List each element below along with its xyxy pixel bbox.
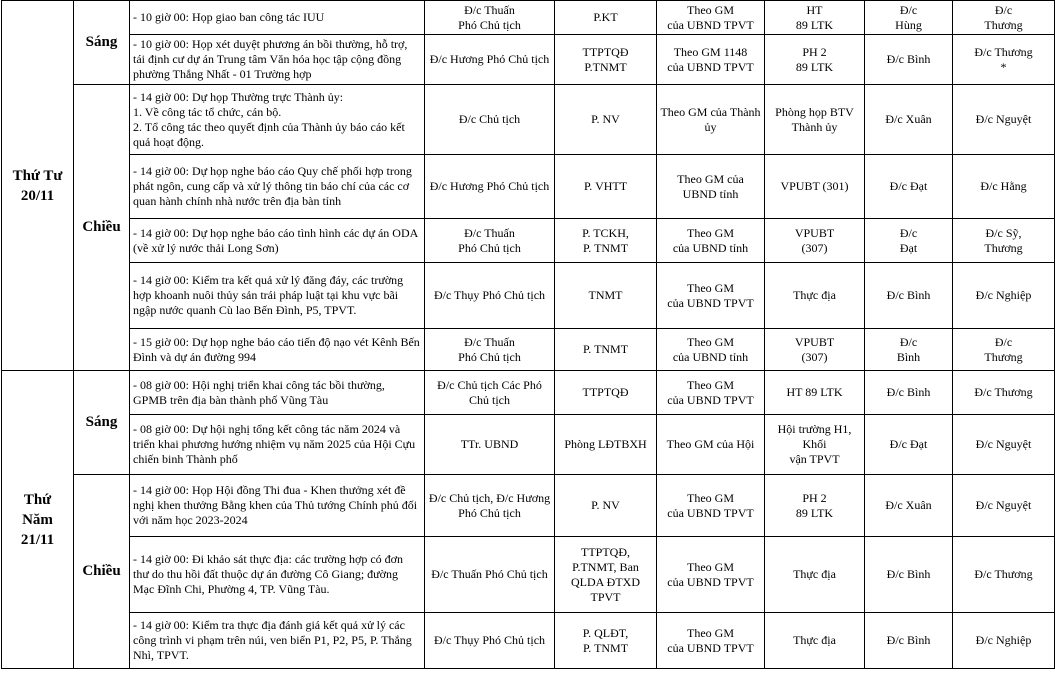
event-invite: Theo GM của UBND tỉnh [657, 329, 765, 371]
event-driver: Đ/c Hùng [865, 1, 953, 35]
event-secretary: Đ/c Thương [953, 371, 1055, 415]
event-secretary: Đ/c Nguyệt [953, 475, 1055, 537]
event-invite: Theo GM 1148 của UBND TPVT [657, 35, 765, 85]
event-invite: Theo GM của UBND TPVT [657, 537, 765, 613]
event-driver: Đ/c Bình [865, 329, 953, 371]
event-prepare: TNMT [555, 263, 657, 329]
session-label: Sáng [74, 1, 130, 85]
event-location: PH 2 89 LTK [765, 35, 865, 85]
table-row [2, 329, 1055, 371]
event-prepare: P. NV [555, 475, 657, 537]
event-invite: Theo GM của UBND TPVT [657, 1, 765, 35]
table-row [2, 85, 1055, 155]
table-row [2, 475, 1055, 537]
table-row [2, 263, 1055, 329]
event-location: VPUBT (301) [765, 155, 865, 219]
event-chair: Đ/c Chủ tịch Các Phó Chủ tịch [425, 371, 555, 415]
event-secretary: Đ/c Nguyệt [953, 415, 1055, 475]
event-invite: Theo GM của Hội [657, 415, 765, 475]
event-chair: Đ/c Hương Phó Chủ tịch [425, 155, 555, 219]
event-chair: Đ/c Thuấn Phó Chủ tịch [425, 537, 555, 613]
table-row [2, 155, 1055, 219]
event-content: - 08 giờ 00: Hội nghị triển khai công tác bồi thường, GPMB trên địa bàn thành phố Vũng Tàu [130, 371, 425, 415]
event-driver: Đ/c Bình [865, 263, 953, 329]
day-label: Thứ Tư 20/11 [2, 1, 74, 371]
event-prepare: P. TNMT [555, 329, 657, 371]
event-chair: Đ/c Thụy Phó Chủ tịch [425, 613, 555, 669]
event-chair: Đ/c Chủ tịch [425, 85, 555, 155]
table-row [2, 35, 1055, 85]
event-content: - 14 giờ 00: Dự họp nghe báo cáo tình hình các dự án ODA (về xử lý nước thải Long Sơn) [130, 219, 425, 263]
event-location: Thực địa [765, 613, 865, 669]
event-chair: Đ/c Thụy Phó Chủ tịch [425, 263, 555, 329]
day-label: Thứ Năm 21/11 [2, 371, 74, 669]
table-row [2, 537, 1055, 613]
event-secretary: Đ/c Nghiệp [953, 263, 1055, 329]
event-secretary: Đ/c Nghiệp [953, 613, 1055, 669]
schedule-table [1, 0, 1055, 669]
event-driver: Đ/c Đạt [865, 415, 953, 475]
event-invite: Theo GM của UBND TPVT [657, 371, 765, 415]
event-content: - 14 giờ 00: Kiểm tra kết quả xử lý đăng đáy, các trường hợp khoanh nuôi thủy sản trái pháp luật tại khu vực bãi ngập nước quanh Cù lao Bến Đình, P5, TPVT. [130, 263, 425, 329]
event-secretary: Đ/c Sỹ, Thương [953, 219, 1055, 263]
event-driver: Đ/c Xuân [865, 85, 953, 155]
event-driver: Đ/c Bình [865, 537, 953, 613]
event-content: - 08 giờ 00: Dự hội nghị tổng kết công tác năm 2024 và triển khai phương hướng nhiệm vụ năm 2025 của Hội Cựu chiến binh Thành phố [130, 415, 425, 475]
event-prepare: P.KT [555, 1, 657, 35]
table-row [2, 219, 1055, 263]
event-location: VPUBT (307) [765, 329, 865, 371]
table-row [2, 1, 1055, 35]
event-prepare: TTPTQĐ P.TNMT [555, 35, 657, 85]
event-invite: Theo GM của Thành ủy [657, 85, 765, 155]
event-content: - 14 giờ 00: Dự họp nghe báo cáo Quy chế phối hợp trong phát ngôn, cung cấp và xử lý thông tin báo chí của các cơ quan hành chính nhà nước trên địa bàn tỉnh [130, 155, 425, 219]
event-content: - 14 giờ 00: Kiểm tra thực địa đánh giá kết quả xử lý các công trình vi phạm trên núi, ven biển P1, P2, P5, P. Thắng Nhì, TPVT. [130, 613, 425, 669]
session-label: Sáng [74, 371, 130, 475]
event-chair: Đ/c Hương Phó Chủ tịch [425, 35, 555, 85]
event-location: HT 89 LTK [765, 371, 865, 415]
event-prepare: P. QLĐT, P. TNMT [555, 613, 657, 669]
event-chair: Đ/c Chủ tịch, Đ/c Hương Phó Chủ tịch [425, 475, 555, 537]
event-location: Hội trường H1, Khối vận TPVT [765, 415, 865, 475]
schedule-body [2, 1, 1055, 669]
event-secretary: Đ/c Thương [953, 329, 1055, 371]
table-row [2, 613, 1055, 669]
event-prepare: P. NV [555, 85, 657, 155]
event-location: Thực địa [765, 537, 865, 613]
event-location: Phòng họp BTV Thành ủy [765, 85, 865, 155]
event-location: HT 89 LTK [765, 1, 865, 35]
event-prepare: TTPTQĐ, P.TNMT, Ban QLDA ĐTXD TPVT [555, 537, 657, 613]
event-invite: Theo GM của UBND TPVT [657, 613, 765, 669]
event-driver: Đ/c Bình [865, 613, 953, 669]
event-driver: Đ/c Bình [865, 371, 953, 415]
session-label: Chiều [74, 475, 130, 669]
event-driver: Đ/c Bình [865, 35, 953, 85]
event-content: - 10 giờ 00: Họp giao ban công tác IUU [130, 1, 425, 35]
event-content: - 15 giờ 00: Dự họp nghe báo cáo tiến độ nạo vét Kênh Bến Đình và dự án đường 994 [130, 329, 425, 371]
event-invite: Theo GM của UBND tỉnh [657, 155, 765, 219]
event-secretary: Đ/c Nguyệt [953, 85, 1055, 155]
event-invite: Theo GM của UBND TPVT [657, 475, 765, 537]
event-location: VPUBT (307) [765, 219, 865, 263]
event-driver: Đ/c Đạt [865, 219, 953, 263]
event-location: Thực địa [765, 263, 865, 329]
event-secretary: Đ/c Thương * [953, 35, 1055, 85]
event-prepare: P. TCKH, P. TNMT [555, 219, 657, 263]
event-secretary: Đ/c Hằng [953, 155, 1055, 219]
table-row [2, 371, 1055, 415]
event-prepare: Phòng LĐTBXH [555, 415, 657, 475]
event-secretary: Đ/c Thương [953, 537, 1055, 613]
event-invite: Theo GM của UBND tỉnh [657, 219, 765, 263]
event-content: - 14 giờ 00: Dự họp Thường trực Thành ủy: 1. Về công tác tổ chức, cán bộ. 2. Tổ công tác theo quyết định của Thành ủy báo cáo kết quả hoạt động. [130, 85, 425, 155]
event-content: - 14 giờ 00: Đi khảo sát thực địa: các trường hợp có đơn thư do thu hồi đất thuộc dự án đường Cô Giang; đường Mạc Đĩnh Chi, Phường 4, TP. Vũng Tàu. [130, 537, 425, 613]
event-prepare: TTPTQĐ [555, 371, 657, 415]
event-chair: TTr. UBND [425, 415, 555, 475]
session-label: Chiều [74, 85, 130, 371]
event-invite: Theo GM của UBND TPVT [657, 263, 765, 329]
event-chair: Đ/c Thuấn Phó Chủ tịch [425, 219, 555, 263]
event-content: - 10 giờ 00: Họp xét duyệt phương án bồi thường, hỗ trợ, tái định cư dự án Trung tâm Văn hóa học tập cộng đồng phường Thắng Nhất - 01 Trường hợp [130, 35, 425, 85]
event-driver: Đ/c Xuân [865, 475, 953, 537]
event-location: PH 2 89 LTK [765, 475, 865, 537]
event-content: - 14 giờ 00: Họp Hội đồng Thi đua - Khen thưởng xét đề nghị khen thưởng Bằng khen của Thủ tướng Chính phủ đối với năm học 2023-2024 [130, 475, 425, 537]
event-prepare: P. VHTT [555, 155, 657, 219]
table-row [2, 415, 1055, 475]
event-chair: Đ/c Thuấn Phó Chủ tịch [425, 329, 555, 371]
event-secretary: Đ/c Thương [953, 1, 1055, 35]
event-driver: Đ/c Đạt [865, 155, 953, 219]
event-chair: Đ/c Thuấn Phó Chủ tịch [425, 1, 555, 35]
